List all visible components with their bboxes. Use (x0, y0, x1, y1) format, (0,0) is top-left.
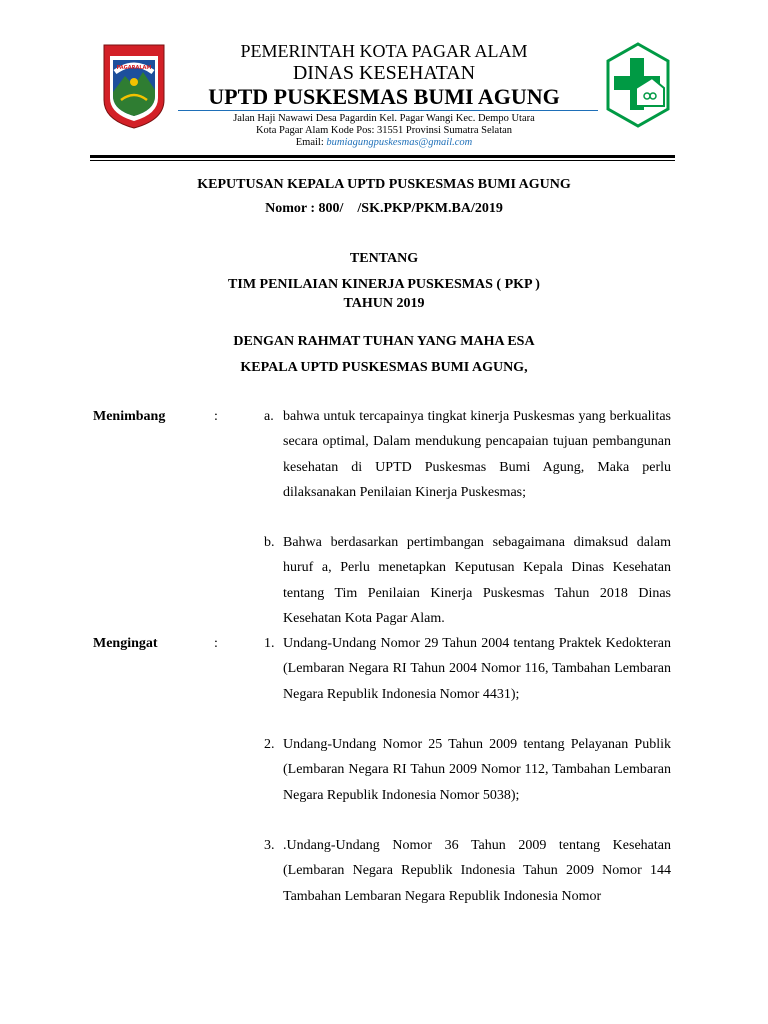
mengingat-colon: : (214, 636, 218, 651)
letterhead-agency: DINAS KESEHATAN (292, 62, 476, 84)
email-link[interactable]: bumiagungpuskesmas@gmail.com (326, 137, 473, 148)
decree-number: Nomor : 800/ /SK.PKP/PKM.BA/2019 (265, 201, 503, 216)
letterhead-underline (178, 110, 598, 111)
mengingat-marker-1: 1. (264, 636, 275, 651)
header-rule-thin (90, 160, 675, 161)
decree-title: KEPUTUSAN KEPALA UPTD PUSKESMAS BUMI AGUNG (197, 177, 571, 192)
letterhead-institution: UPTD PUSKESMAS BUMI AGUNG (208, 84, 560, 109)
email-label: Email: (295, 137, 324, 148)
mengingat-item-2: Undang-Undang Nomor 25 Tahun 2009 tentang Pelayanan Publik (Lembaran Negara RI Tahun 2009 Nomor 112, Tambahan Lembaran Negara Republik Indonesia Nomor 5038); (283, 737, 671, 803)
menimbang-item-b: Bahwa berdasarkan pertimbangan sebagaimana dimaksud dalam huruf a, Perlu menetapkan Keputusan Kepala Dinas Kesehatan tentang Tim Penilaian Kinerja Puskesmas Tahun 2018 Dinas Kesehatan Kota Pagar Alam. (283, 535, 671, 626)
menimbang-label: Menimbang (93, 409, 166, 424)
decree-subject: TIM PENILAIAN KINERJA PUSKESMAS ( PKP ) (228, 277, 540, 292)
header-rule-thick (90, 155, 675, 158)
mengingat-item-3: .Undang-Undang Nomor 36 Tahun 2009 tentang Kesehatan (Lembaran Negara Republik Indonesia Tahun 2009 Nomor 144 Tambahan Lembaran Negara Republik Indonesia Nomor (283, 838, 671, 904)
mengingat-label: Mengingat (93, 636, 158, 651)
decree-about: TENTANG (349, 251, 419, 266)
address-line-2: Kota Pagar Alam Kode Pos: 31551 Provinsi Sumatra Selatan (255, 125, 513, 136)
mengingat-marker-3: 3. (264, 838, 275, 853)
decree-blessing: DENGAN RAHMAT TUHAN YANG MAHA ESA (233, 334, 535, 349)
menimbang-item-a: bahwa untuk tercapainya tingkat kinerja Puskesmas yang berkualitas secara optimal, Dalam mendukung pencapaian tujuan pembangunan kesehatan di UPTD Puskesmas Bumi Agung, Maka perlu dilaksanakan Penilaian Kinerja Puskesmas; (283, 409, 671, 500)
decree-head: KEPALA UPTD PUSKESMAS BUMI AGUNG, (240, 360, 528, 375)
decree-year: TAHUN 2019 (343, 296, 425, 311)
menimbang-marker-a: a. (264, 409, 274, 424)
menimbang-colon: : (214, 409, 218, 424)
emblem-lettering: PAGARALAM (116, 65, 152, 71)
mengingat-item-1: Undang-Undang Nomor 29 Tahun 2004 tentang Praktek Kedokteran (Lembaran Negara RI Tahun 2004 Nomor 116, Tambahan Lembaran Negara Republik Indonesia Nomor 4431); (283, 636, 671, 702)
email-line (0, 137, 768, 149)
menimbang-marker-b: b. (264, 535, 275, 550)
address-line-1: Jalan Haji Nawawi Desa Pagardin Kel. Pagar Wangi Kec. Dempo Utara (233, 113, 535, 124)
mengingat-marker-2: 2. (264, 737, 275, 752)
letterhead-government: PEMERINTAH KOTA PAGAR ALAM (240, 41, 528, 61)
